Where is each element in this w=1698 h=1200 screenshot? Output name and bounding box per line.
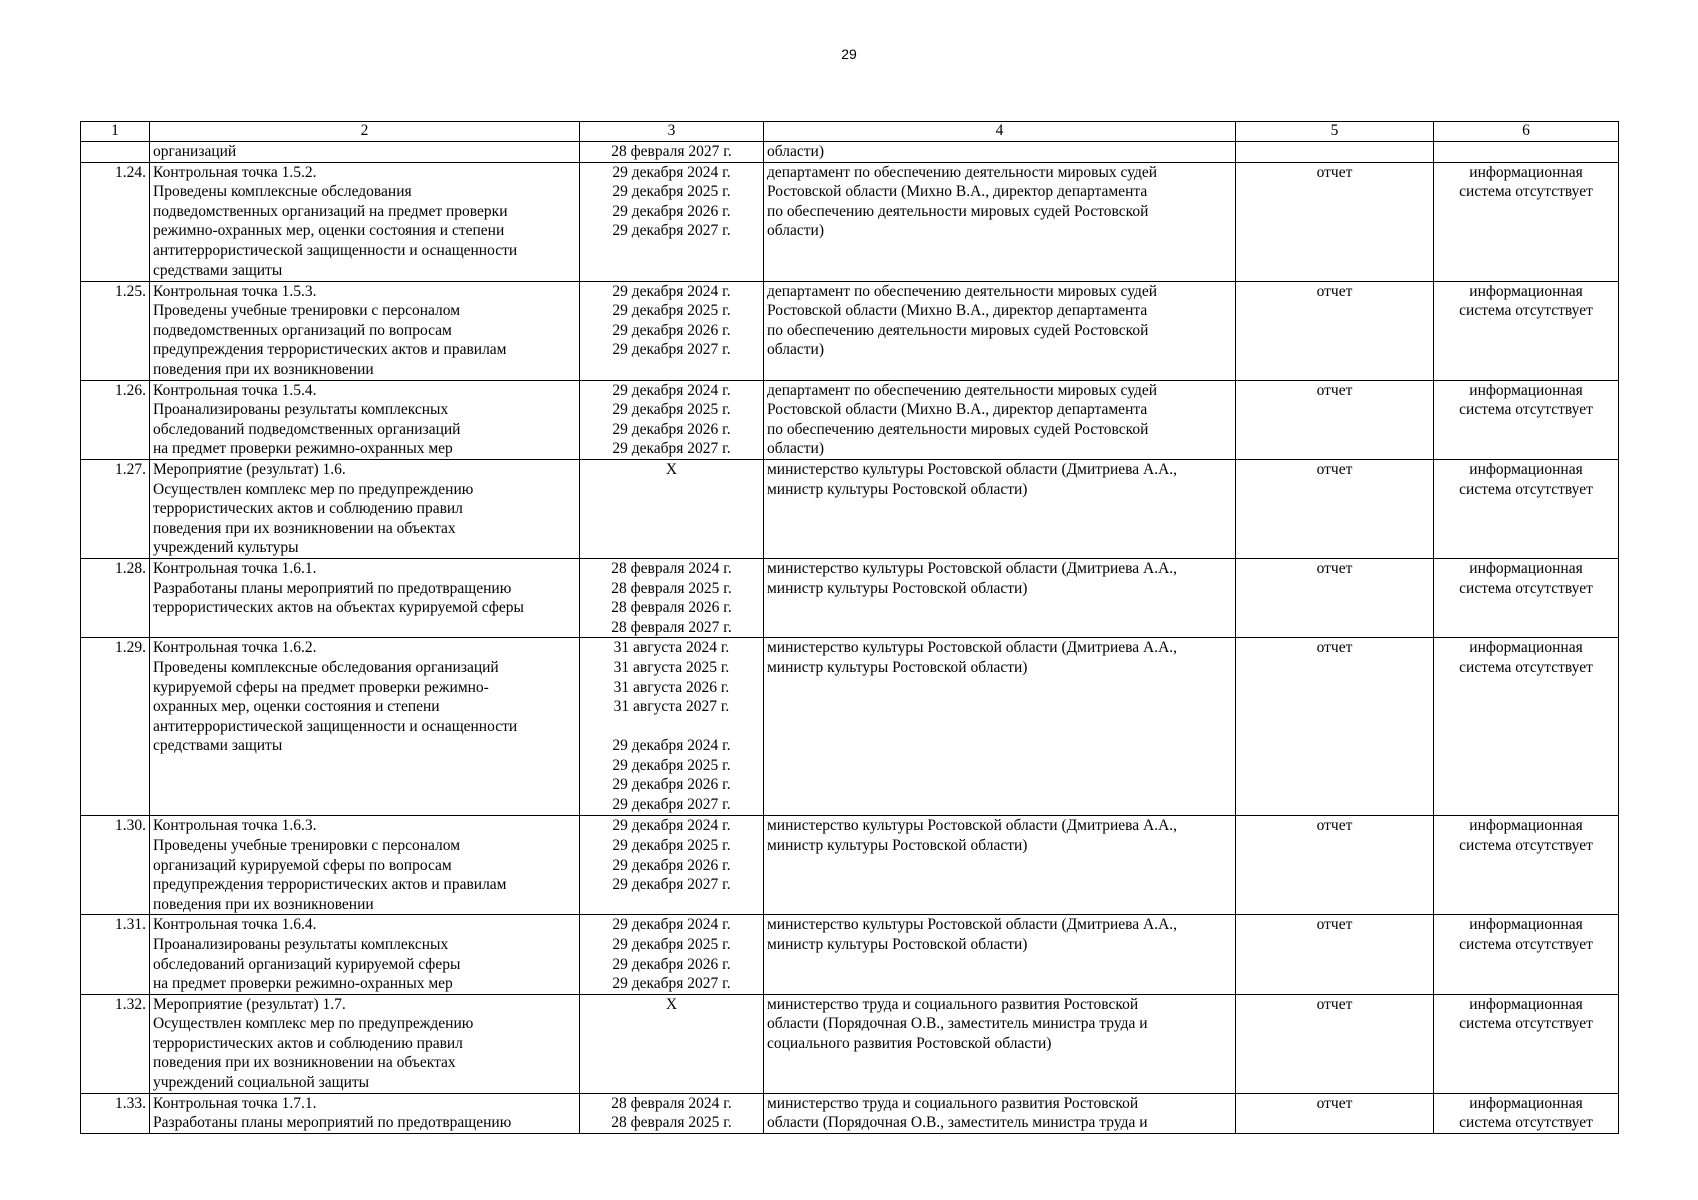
information-system: информационная система отсутствует [1434,1093,1619,1133]
responsible-party: области) [764,142,1236,163]
table-row [81,915,1619,994]
information-system [1434,142,1619,163]
table-row [81,994,1619,1093]
header-col-5: 5 [1236,122,1434,142]
information-system: информационная система отсутствует [1434,380,1619,459]
row-number [81,142,150,163]
table-row [81,380,1619,459]
item-description: Контрольная точка 1.6.1. Разработаны планы мероприятий по предотвращению террористических актов на объектах курируемой сферы [150,558,580,637]
report-form: отчет [1236,162,1434,281]
plan-table [80,121,1619,1134]
item-description: Мероприятие (результат) 1.6. Осуществлен комплекс мер по предупреждению террористических актов и соблюдению правил поведения при их возникновении на объектах учреждений культуры [150,459,580,558]
report-form: отчет [1236,994,1434,1093]
header-col-3: 3 [580,122,764,142]
row-number: 1.32. [81,994,150,1093]
table-header [81,122,1619,142]
row-number: 1.31. [81,915,150,994]
responsible-party: министерство культуры Ростовской области (Дмитриева А.А., министр культуры Ростовской области) [764,558,1236,637]
information-system: информационная система отсутствует [1434,558,1619,637]
deadline-dates: 29 декабря 2024 г. 29 декабря 2025 г. 29 декабря 2026 г. 29 декабря 2027 г. [580,915,764,994]
table-row [81,459,1619,558]
report-form: отчет [1236,638,1434,816]
information-system: информационная система отсутствует [1434,816,1619,915]
report-form: отчет [1236,1093,1434,1133]
table-row [81,162,1619,281]
deadline-dates: 28 февраля 2024 г. 28 февраля 2025 г. 28 февраля 2026 г. 28 февраля 2027 г. [580,558,764,637]
report-form: отчет [1236,459,1434,558]
header-col-4: 4 [764,122,1236,142]
information-system: информационная система отсутствует [1434,915,1619,994]
responsible-party: министерство труда и социального развития Ростовской области (Порядочная О.В., заместитель министра труда и социального развития Ростовской области) [764,994,1236,1093]
information-system: информационная система отсутствует [1434,638,1619,816]
header-col-2: 2 [150,122,580,142]
header-col-1: 1 [81,122,150,142]
responsible-party: министерство культуры Ростовской области (Дмитриева А.А., министр культуры Ростовской области) [764,638,1236,816]
report-form: отчет [1236,281,1434,380]
row-number: 1.28. [81,558,150,637]
information-system: информационная система отсутствует [1434,162,1619,281]
deadline-dates: 29 декабря 2024 г. 29 декабря 2025 г. 29 декабря 2026 г. 29 декабря 2027 г. [580,162,764,281]
responsible-party: министерство культуры Ростовской области (Дмитриева А.А., министр культуры Ростовской области) [764,816,1236,915]
deadline-dates: 29 декабря 2024 г. 29 декабря 2025 г. 29 декабря 2026 г. 29 декабря 2027 г. [580,816,764,915]
table-row [81,142,1619,163]
item-description: Мероприятие (результат) 1.7. Осуществлен комплекс мер по предупреждению террористических актов и соблюдению правил поведения при их возникновении на объектах учреждений социальной защиты [150,994,580,1093]
row-number: 1.29. [81,638,150,816]
information-system: информационная система отсутствует [1434,459,1619,558]
responsible-party: департамент по обеспечению деятельности мировых судей Ростовской области (Михно В.А., директор департамента по обеспечению деятельности мировых судей Ростовской области) [764,281,1236,380]
item-description: организаций [150,142,580,163]
row-number: 1.27. [81,459,150,558]
row-number: 1.25. [81,281,150,380]
table-row [81,638,1619,816]
report-form: отчет [1236,816,1434,915]
row-number: 1.33. [81,1093,150,1133]
information-system: информационная система отсутствует [1434,994,1619,1093]
row-number: 1.24. [81,162,150,281]
item-description: Контрольная точка 1.6.2. Проведены комплексные обследования организаций курируемой сферы на предмет проверки режимно- охранных мер, оценки состояния и степени антитеррористической защищенности и оснащенности средствами защиты [150,638,580,816]
report-form: отчет [1236,380,1434,459]
information-system: информационная система отсутствует [1434,281,1619,380]
responsible-party: министерство культуры Ростовской области (Дмитриева А.А., министр культуры Ростовской области) [764,459,1236,558]
deadline-dates: X [580,994,764,1093]
deadline-dates: 31 августа 2024 г. 31 августа 2025 г. 31 августа 2026 г. 31 августа 2027 г. 29 декабря 2024 г. 29 декабря 2025 г. 29 декабря 2026 г. 29 декабря 2027 г. [580,638,764,816]
deadline-dates: X [580,459,764,558]
table-body [81,142,1619,1134]
responsible-party: департамент по обеспечению деятельности мировых судей Ростовской области (Михно В.А., директор департамента по обеспечению деятельности мировых судей Ростовской области) [764,162,1236,281]
responsible-party: департамент по обеспечению деятельности мировых судей Ростовской области (Михно В.А., директор департамента по обеспечению деятельности мировых судей Ростовской области) [764,380,1236,459]
report-form: отчет [1236,915,1434,994]
table-row [81,816,1619,915]
deadline-dates: 29 декабря 2024 г. 29 декабря 2025 г. 29 декабря 2026 г. 29 декабря 2027 г. [580,380,764,459]
deadline-dates: 28 февраля 2027 г. [580,142,764,163]
row-number: 1.30. [81,816,150,915]
item-description: Контрольная точка 1.7.1. Разработаны планы мероприятий по предотвращению [150,1093,580,1133]
item-description: Контрольная точка 1.6.3. Проведены учебные тренировки с персоналом организаций курируемой сферы по вопросам предупреждения террористических актов и правилам поведения при их возникновении [150,816,580,915]
report-form [1236,142,1434,163]
report-form: отчет [1236,558,1434,637]
responsible-party: министерство труда и социального развития Ростовской области (Порядочная О.В., заместитель министра труда и [764,1093,1236,1133]
row-number: 1.26. [81,380,150,459]
table-row [81,281,1619,380]
item-description: Контрольная точка 1.6.4. Проанализированы результаты комплексных обследований организаций курируемой сферы на предмет проверки режимно-охранных мер [150,915,580,994]
header-col-6: 6 [1434,122,1619,142]
item-description: Контрольная точка 1.5.3. Проведены учебные тренировки с персоналом подведомственных организаций по вопросам предупреждения террористических актов и правилам поведения при их возникновении [150,281,580,380]
deadline-dates: 29 декабря 2024 г. 29 декабря 2025 г. 29 декабря 2026 г. 29 декабря 2027 г. [580,281,764,380]
item-description: Контрольная точка 1.5.4. Проанализированы результаты комплексных обследований подведомственных организаций на предмет проверки режимно-охранных мер [150,380,580,459]
header-row [81,122,1619,142]
item-description: Контрольная точка 1.5.2. Проведены комплексные обследования подведомственных организаций на предмет проверки режимно-охранных мер, оценки состояния и степени антитеррористической защищенности и оснащенности средствами защиты [150,162,580,281]
table-row [81,1093,1619,1133]
page-number: 29 [841,46,857,62]
table-row [81,558,1619,637]
responsible-party: министерство культуры Ростовской области (Дмитриева А.А., министр культуры Ростовской области) [764,915,1236,994]
deadline-dates: 28 февраля 2024 г. 28 февраля 2025 г. [580,1093,764,1133]
